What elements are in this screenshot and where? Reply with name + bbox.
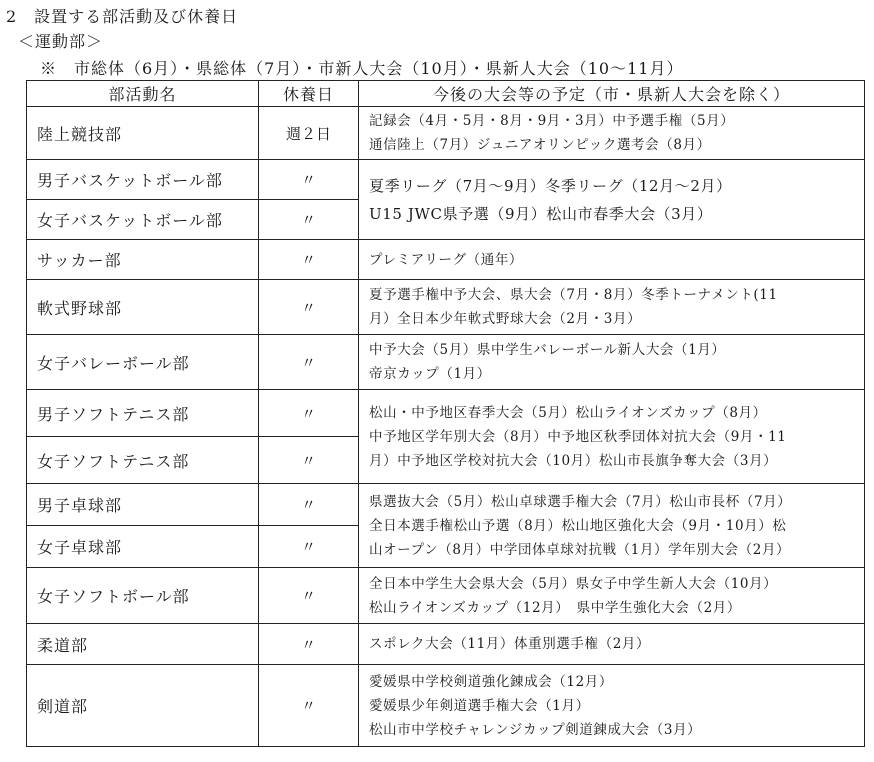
schedule-cell	[359, 624, 865, 665]
rest-day: 〃	[259, 484, 359, 526]
schedule-line: 愛媛県少年剣道選手権大会（1月）	[369, 697, 590, 714]
club-name: 女子ソフトテニス部	[27, 437, 259, 484]
schedule-cell	[359, 390, 865, 484]
rest-day: 〃	[259, 280, 359, 335]
schedule-line: プレミアリーグ（通年）	[369, 251, 524, 268]
club-name: 陸上競技部	[27, 107, 259, 160]
schedule-line: 通信陸上（7月）ジュニアオリンピック選考会（8月）	[369, 137, 711, 153]
club-name: 女子卓球部	[27, 526, 259, 568]
rest-day: 週２日	[259, 107, 359, 160]
table-row	[27, 160, 865, 200]
schedule-cell	[359, 665, 865, 747]
schedule-line: 中予地区学年別大会（8月）中予地区秋季団体対抗大会（9月・11	[369, 428, 787, 445]
rest-day: 〃	[259, 240, 359, 280]
section-heading: 2 設置する部活動及び休養日	[6, 7, 239, 26]
table-row	[27, 390, 865, 437]
rest-day: 〃	[259, 526, 359, 568]
schedule-line: 松山・中予地区春季大会（5月）松山ライオンズカップ（8月）	[369, 404, 767, 421]
schedule-cell	[359, 335, 865, 390]
table-row	[27, 624, 865, 665]
table-row	[27, 240, 865, 280]
table-row	[27, 335, 865, 390]
schedule-line: 夏季リーグ（7月～9月）冬季リーグ（12月～2月）	[369, 176, 732, 195]
club-name: 女子バレーボール部	[27, 335, 259, 390]
schedule-line: 愛媛県中学校剣道強化錬成会（12月）	[369, 673, 613, 690]
club-name: 剣道部	[27, 665, 259, 747]
subheading: ＜運動部＞	[18, 32, 104, 51]
club-schedule-table	[26, 80, 865, 747]
club-name: 女子バスケットボール部	[27, 200, 259, 240]
club-name: 男子バスケットボール部	[27, 160, 259, 200]
schedule-cell	[359, 107, 865, 160]
schedule-line: 県選抜大会（5月）松山卓球選手権大会（7月）松山市長杯（7月）	[369, 493, 792, 510]
schedule-cell	[359, 160, 865, 240]
rest-day: 〃	[259, 437, 359, 484]
rest-day: 〃	[259, 160, 359, 200]
schedule-cell	[359, 280, 865, 335]
schedule-line: 全日本選手権松山予選（8月）松山地区強化大会（9月・10月）松	[369, 517, 787, 534]
schedule-line: 記録会（4月・5月・8月・9月・3月）中予選手権（5月）	[369, 113, 735, 129]
club-name: 男子卓球部	[27, 484, 259, 526]
schedule-line: スポレク大会（11月）体重別選手権（2月）	[369, 636, 651, 652]
schedule-line: 月）中予地区学校対抗大会（10月）松山市長旗争奪大会（3月）	[369, 452, 778, 469]
club-name: 柔道部	[27, 624, 259, 665]
schedule-cell	[359, 568, 865, 624]
rest-day: 〃	[259, 390, 359, 437]
club-name: 軟式野球部	[27, 280, 259, 335]
schedule-line: 月）全日本少年軟式野球大会（2月・3月）	[369, 311, 642, 327]
rest-day: 〃	[259, 568, 359, 624]
header-schedule: 今後の大会等の予定（市・県新人大会を除く）	[359, 81, 865, 107]
table-row	[27, 484, 865, 526]
schedule-line: 夏予選手権中予大会、県大会（7月・8月）冬季トーナメント(11	[369, 287, 778, 303]
table-row	[27, 280, 865, 335]
schedule-cell	[359, 240, 865, 280]
schedule-line: 帝京カップ（1月）	[369, 366, 491, 382]
club-name: 女子ソフトボール部	[27, 568, 259, 624]
rest-day: 〃	[259, 335, 359, 390]
table-row	[27, 107, 865, 160]
schedule-line: 松山ライオンズカップ（12月） 県中学生強化大会（2月）	[369, 599, 741, 616]
header-rest-day: 休養日	[259, 81, 359, 107]
header-club-name: 部活動名	[27, 81, 259, 107]
table-row	[27, 665, 865, 747]
schedule-line: 山オープン（8月）中学団体卓球対抗戦（1月）学年別大会（2月）	[369, 541, 791, 558]
table-row	[27, 568, 865, 624]
tournament-note: ※ 市総体（6月）・県総体（7月）・市新人大会（10月）・県新人大会（10～11月）	[40, 59, 684, 78]
rest-day: 〃	[259, 665, 359, 747]
club-name: サッカー部	[27, 240, 259, 280]
schedule-line: 中予大会（5月）県中学生バレーボール新人大会（1月）	[369, 342, 726, 358]
schedule-line: U15 JWC県予選（9月）松山市春季大会（3月）	[369, 204, 713, 223]
schedule-line: 松山市中学校チャレンジカップ剣道錬成大会（3月）	[369, 721, 702, 738]
table-header-row	[27, 81, 865, 107]
schedule-cell	[359, 484, 865, 568]
club-name: 男子ソフトテニス部	[27, 390, 259, 437]
schedule-line: 全日本中学生大会県大会（5月）県女子中学生新人大会（10月）	[369, 575, 778, 592]
rest-day: 〃	[259, 624, 359, 665]
rest-day: 〃	[259, 200, 359, 240]
